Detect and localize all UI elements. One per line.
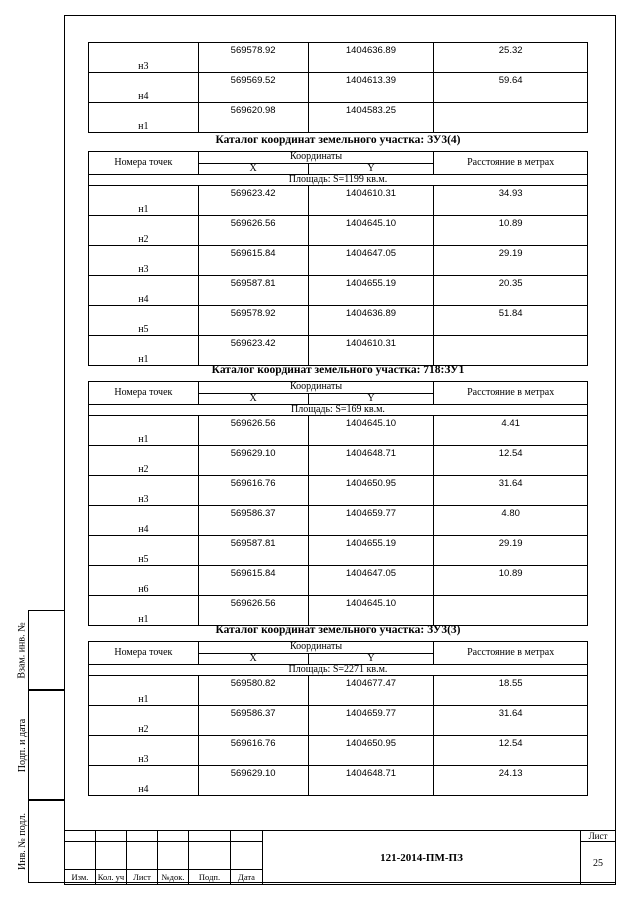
catalog-title: Каталог координат земельного участка: 718:ЗУ1 [211, 364, 465, 376]
table-row [89, 186, 588, 216]
distance-cell: 10.89 [434, 216, 588, 246]
header-dist: Расстояние в метрах [434, 152, 588, 175]
table-row [89, 506, 588, 536]
x-cell: 569616.76 [198, 476, 308, 506]
table-row [89, 446, 588, 476]
distance-cell: 12.54 [434, 736, 588, 766]
y-cell: 1404655.19 [308, 276, 434, 306]
catalog-table [88, 151, 588, 366]
y-cell: 1404659.77 [308, 506, 434, 536]
y-cell: 1404636.89 [308, 43, 434, 73]
point-cell: н5 [89, 536, 199, 566]
y-cell: 1404645.10 [308, 596, 434, 626]
x-cell: 569578.92 [198, 43, 308, 73]
point-cell: н4 [89, 73, 199, 103]
point-cell: н1 [89, 186, 199, 216]
header-dist: Расстояние в метрах [434, 642, 588, 665]
y-cell: 1404613.39 [308, 73, 434, 103]
distance-cell: 18.55 [434, 676, 588, 706]
point-cell: н3 [89, 476, 199, 506]
table-row [89, 736, 588, 766]
stamp-col-podp: Подп. [189, 870, 231, 885]
header-dist: Расстояние в метрах [434, 382, 588, 405]
header-y: Y [308, 653, 434, 665]
x-cell: 569616.76 [198, 736, 308, 766]
area-row: Площадь: S=2271 кв.м. [89, 665, 588, 676]
point-cell: н1 [89, 103, 199, 133]
point-cell: н1 [89, 416, 199, 446]
point-cell: н1 [89, 676, 199, 706]
catalog-table [88, 381, 588, 626]
distance-cell: 34.93 [434, 186, 588, 216]
point-cell: н2 [89, 446, 199, 476]
y-cell: 1404610.31 [308, 186, 434, 216]
distance-cell: 29.19 [434, 536, 588, 566]
point-cell: н4 [89, 276, 199, 306]
x-cell: 569623.42 [198, 336, 308, 366]
stamp-col-list: Лист [127, 870, 158, 885]
x-cell: 569626.56 [198, 216, 308, 246]
table-row [89, 676, 588, 706]
distance-cell [434, 336, 588, 366]
x-cell: 569615.84 [198, 246, 308, 276]
header-x: X [198, 653, 308, 665]
header-x: X [198, 393, 308, 405]
distance-cell: 29.19 [434, 246, 588, 276]
x-cell: 569626.56 [198, 596, 308, 626]
y-cell: 1404610.31 [308, 336, 434, 366]
distance-cell: 59.64 [434, 73, 588, 103]
point-cell: н1 [89, 596, 199, 626]
x-cell: 569587.81 [198, 276, 308, 306]
title-block [64, 830, 616, 883]
distance-cell: 4.80 [434, 506, 588, 536]
x-cell: 569623.42 [198, 186, 308, 216]
header-points: Номера точек [89, 642, 199, 665]
y-cell: 1404655.19 [308, 536, 434, 566]
header-y: Y [308, 393, 434, 405]
table-row [89, 306, 588, 336]
table-row [89, 536, 588, 566]
y-cell: 1404583.25 [308, 103, 434, 133]
x-cell: 569569.52 [198, 73, 308, 103]
table-row [89, 336, 588, 366]
point-cell: н3 [89, 736, 199, 766]
header-y: Y [308, 163, 434, 175]
distance-cell: 31.64 [434, 706, 588, 736]
table-row [89, 246, 588, 276]
header-coords: Координаты [198, 382, 434, 394]
distance-cell: 25.32 [434, 43, 588, 73]
y-cell: 1404650.95 [308, 476, 434, 506]
y-cell: 1404645.10 [308, 416, 434, 446]
stamp-col-data: Дата [231, 870, 263, 885]
distance-cell: 4.41 [434, 416, 588, 446]
y-cell: 1404648.71 [308, 446, 434, 476]
area-row: Площадь: S=1199 кв.м. [89, 175, 588, 186]
table-row [89, 103, 588, 133]
header-points: Номера точек [89, 382, 199, 405]
distance-cell [434, 596, 588, 626]
header-coords: Координаты [198, 152, 434, 164]
point-cell: н3 [89, 43, 199, 73]
table-row [89, 476, 588, 506]
y-cell: 1404650.95 [308, 736, 434, 766]
point-cell: н5 [89, 306, 199, 336]
x-cell: 569615.84 [198, 566, 308, 596]
stamp-col-ndok: №док. [158, 870, 189, 885]
table-row [89, 276, 588, 306]
header-x: X [198, 163, 308, 175]
point-cell: н4 [89, 766, 199, 796]
x-cell: 569578.92 [198, 306, 308, 336]
x-cell: 569629.10 [198, 446, 308, 476]
point-cell: н4 [89, 506, 199, 536]
distance-cell: 12.54 [434, 446, 588, 476]
x-cell: 569587.81 [198, 536, 308, 566]
x-cell: 569586.37 [198, 506, 308, 536]
side-label-vzam: Взам. инв. № [17, 621, 29, 679]
document-code: 121-2014-ПМ-ПЗ [263, 831, 581, 885]
header-coords: Координаты [198, 642, 434, 654]
y-cell: 1404647.05 [308, 566, 434, 596]
y-cell: 1404659.77 [308, 706, 434, 736]
distance-cell [434, 103, 588, 133]
point-cell: н2 [89, 706, 199, 736]
table-row [89, 43, 588, 73]
point-cell: н2 [89, 216, 199, 246]
distance-cell: 20.35 [434, 276, 588, 306]
distance-cell: 51.84 [434, 306, 588, 336]
catalog-title: Каталог координат земельного участка: ЗУ3(3) [215, 624, 461, 636]
table-row [89, 596, 588, 626]
catalog-table [88, 641, 588, 796]
table-row [89, 216, 588, 246]
table-row [89, 73, 588, 103]
distance-cell: 24.13 [434, 766, 588, 796]
y-cell: 1404645.10 [308, 216, 434, 246]
table-row [89, 416, 588, 446]
side-label-inv: Инв. № подл. [17, 813, 29, 870]
point-cell: н1 [89, 336, 199, 366]
distance-cell: 31.64 [434, 476, 588, 506]
top-table [88, 42, 588, 133]
area-row: Площадь: S=169 кв.м. [89, 405, 588, 416]
stamp-col-izm: Изм. [65, 870, 96, 885]
sheet-number: 25 [581, 842, 616, 885]
table-row [89, 566, 588, 596]
point-cell: н3 [89, 246, 199, 276]
y-cell: 1404648.71 [308, 766, 434, 796]
y-cell: 1404636.89 [308, 306, 434, 336]
x-cell: 569580.82 [198, 676, 308, 706]
header-points: Номера точек [89, 152, 199, 175]
y-cell: 1404677.47 [308, 676, 434, 706]
table-row [89, 706, 588, 736]
side-label-podp: Подп. и дата [17, 718, 28, 772]
distance-cell: 10.89 [434, 566, 588, 596]
x-cell: 569626.56 [198, 416, 308, 446]
table-row [89, 766, 588, 796]
x-cell: 569620.98 [198, 103, 308, 133]
sheet-label: Лист [581, 831, 616, 842]
x-cell: 569629.10 [198, 766, 308, 796]
y-cell: 1404647.05 [308, 246, 434, 276]
catalog-title: Каталог координат земельного участка: ЗУ3(4) [215, 134, 461, 146]
point-cell: н6 [89, 566, 199, 596]
x-cell: 569586.37 [198, 706, 308, 736]
stamp-col-kolych: Кол. уч [96, 870, 127, 885]
